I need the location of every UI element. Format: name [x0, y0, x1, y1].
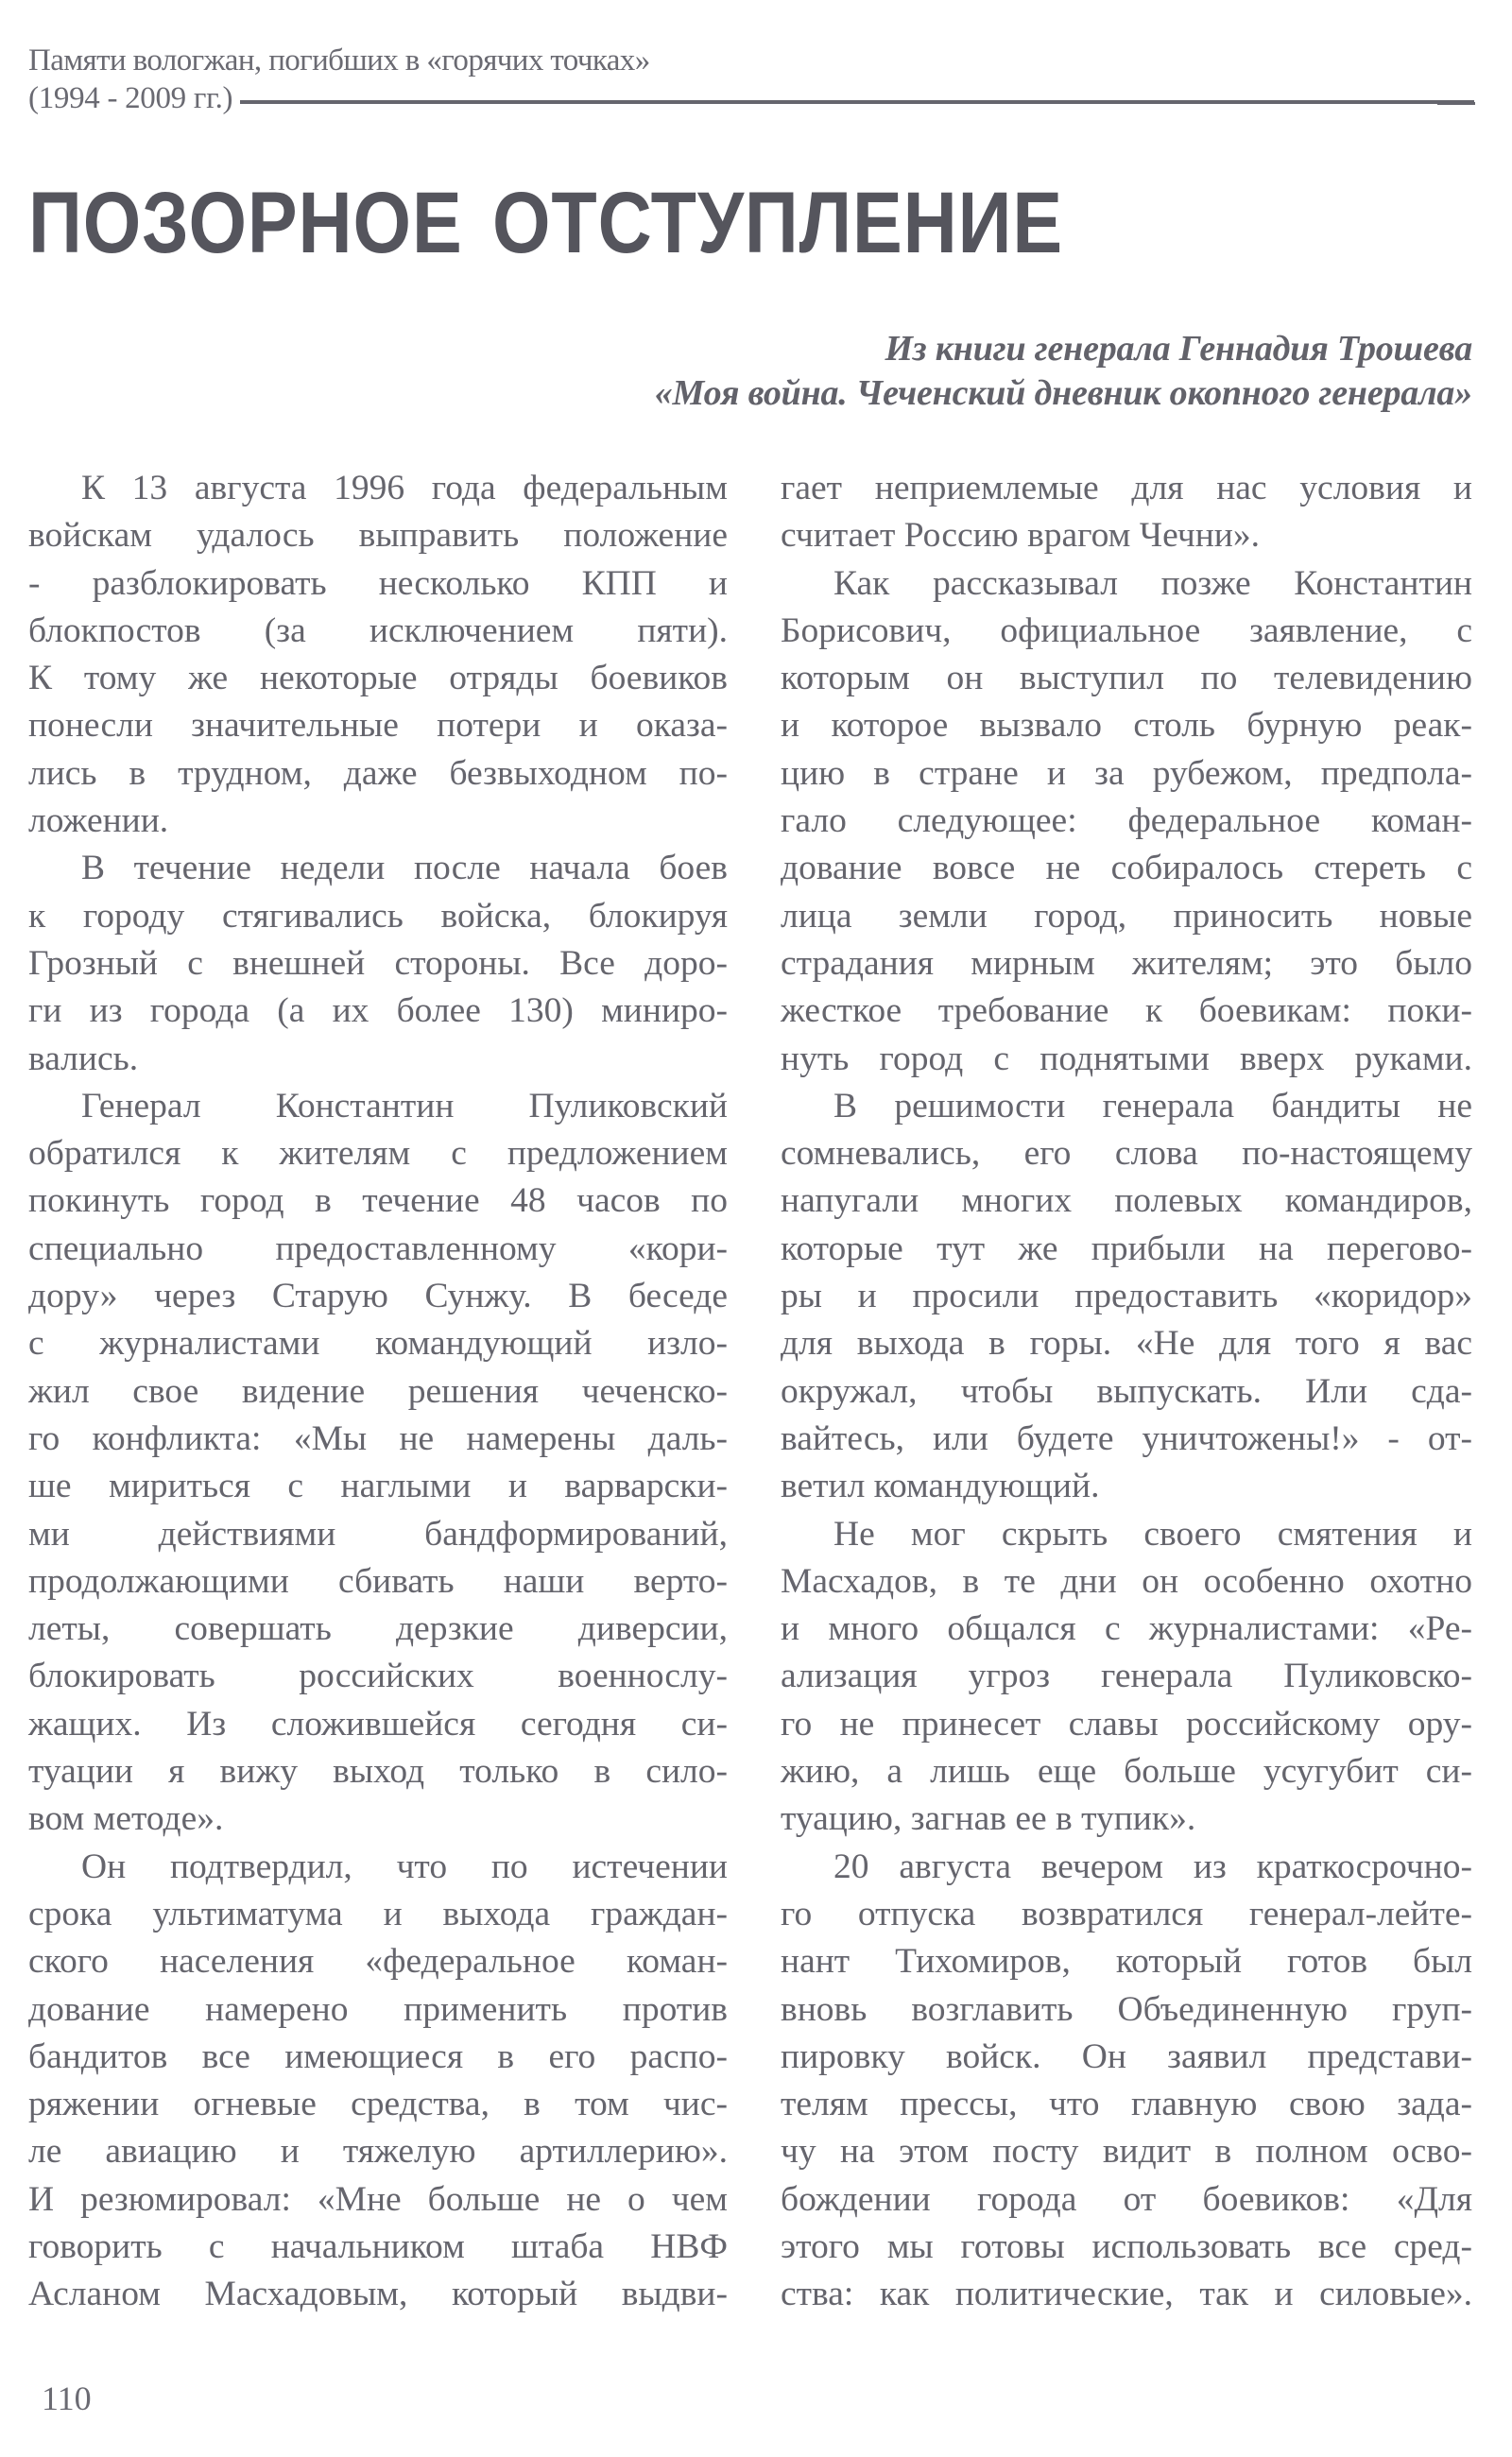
text-line: леты, совершать дерзкие диверсии, [28, 1609, 728, 1649]
text-line: го не принесет славы российскому ору- [781, 1704, 1472, 1744]
text-line: Асланом Масхадовым, который выдви- [28, 2275, 728, 2314]
header-rule [240, 100, 1474, 104]
text-line: го конфликта: «Мы не намерены даль- [28, 1418, 728, 1458]
text-line: ализация угроз генерала Пуликовско- [781, 1657, 1472, 1696]
text-line: В решимости генерала бандиты не [833, 1086, 1472, 1125]
running-header-line2 [28, 79, 1474, 117]
text-line: ги из города (а их более 130) миниро- [28, 991, 728, 1031]
text-line: вались. [28, 1039, 139, 1078]
text-line: лица земли город, приносить новые [781, 896, 1472, 936]
text-line: Генерал Константин Пуликовский [81, 1086, 728, 1125]
text-line: ветил командующий. [781, 1467, 1100, 1506]
text-line: дование намерено применить против [28, 1989, 728, 2029]
text-line: ше мириться с наглыми и варварски- [28, 1467, 728, 1506]
text-line: продолжающими сбивать наши верто- [28, 1561, 728, 1601]
text-line: Грозный с внешней стороны. Все доро- [28, 943, 728, 983]
text-line: которым он выступил по телевидению [781, 659, 1472, 698]
text-line: вом методе». [28, 1799, 224, 1839]
text-line: нант Тихомиров, который готов был [781, 1942, 1472, 1982]
text-line: считает Россию врагом Чечни». [781, 516, 1260, 556]
text-line: жию, а лишь еще больше усугубит си- [781, 1752, 1472, 1792]
text-line: туацию, загнав ее в тупик». [781, 1799, 1196, 1839]
text-line: сомневались, его слова по-настоящему [781, 1134, 1472, 1174]
text-line: с журналистами командующий изло- [28, 1324, 728, 1364]
running-header-years: (1994 - 2009 гг.) [28, 81, 233, 115]
text-line: этого мы готовы использовать все сред- [781, 2226, 1472, 2266]
text-line: жесткое требование к боевикам: поки- [781, 991, 1472, 1031]
text-line: лись в трудном, даже безвыходном по- [28, 753, 728, 793]
text-line: говорить с начальником штаба НВФ [28, 2226, 728, 2266]
text-line: жил свое видение решения чеченско- [28, 1371, 728, 1411]
text-line: понесли значительные потери и оказа- [28, 706, 728, 746]
source-attribution [655, 327, 1472, 416]
text-line: го отпуска возвратился генерал-лейте- [781, 1894, 1472, 1933]
text-line: Борисович, официальное заявление, с [781, 610, 1472, 650]
text-line: ского населения «федеральное коман- [28, 1942, 728, 1982]
text-line: бождении города от боевиков: «Для [781, 2179, 1472, 2219]
text-line: В течение недели после начала боев [81, 849, 728, 888]
text-line: гает неприемлемые для нас условия и [781, 469, 1472, 507]
text-column-right [781, 465, 1472, 2319]
text-line: И резюмировал: «Мне больше не о чем [28, 2179, 728, 2219]
text-line: ле авиацию и тяжелую артиллерию». [28, 2132, 728, 2172]
text-line: чу на этом посту видит в полном осво- [781, 2132, 1472, 2172]
text-line: дование вовсе не собиралось стереть с [781, 849, 1472, 888]
text-line: ства: как политические, так и силовые». [781, 2275, 1472, 2314]
text-line: бандитов все имеющиеся в его распо- [28, 2036, 728, 2076]
text-line: и много общался с журналистами: «Ре- [781, 1609, 1472, 1649]
source-line1: Из книги генерала Геннадия Трошева [885, 329, 1472, 369]
text-line: покинуть город в течение 48 часов по [28, 1181, 728, 1221]
text-line: блокпостов (за исключением пяти). [28, 610, 728, 650]
text-line: 20 августа вечером из краткосрочно- [833, 1847, 1472, 1886]
running-header [28, 42, 1474, 117]
text-line: - разблокировать несколько КПП и [28, 563, 728, 603]
text-line: телям прессы, что главную свою зада- [781, 2085, 1472, 2124]
source-line2: «Моя война. Чеченский дневник окопного генерала» [654, 373, 1472, 413]
text-line: Не мог скрыть своего смятения и [833, 1514, 1472, 1554]
text-line: ры и просили предоставить «коридор» [781, 1277, 1472, 1316]
article-title: ПОЗОРНОЕ ОТСТУПЛЕНИЕ [28, 175, 1064, 271]
text-line: окружал, чтобы выпускать. Или сда- [781, 1371, 1472, 1411]
text-line: обратился к жителям с предложением [28, 1134, 728, 1174]
running-header-line1: Памяти вологжан, погибших в «горячих точках» [28, 43, 650, 77]
text-line: нуть город с поднятыми вверх руками. [781, 1039, 1472, 1078]
text-line: войскам удалось выправить положение [28, 516, 728, 556]
text-line: к городу стягивались войска, блокируя [28, 896, 728, 936]
text-line: которые тут же прибыли на перегово- [781, 1228, 1472, 1268]
text-line: К 13 августа 1996 года федеральным [81, 469, 728, 507]
text-line: вновь возглавить Объединенную груп- [781, 1989, 1472, 2029]
text-line: цию в стране и за рубежом, предпола- [781, 753, 1472, 793]
text-line: напугали многих полевых командиров, [781, 1181, 1472, 1221]
text-line: Как рассказывал позже Константин [833, 563, 1472, 603]
text-line: К тому же некоторые отряды боевиков [28, 659, 728, 698]
text-line: срока ультиматума и выхода граждан- [28, 1894, 728, 1933]
text-line: ряжении огневые средства, в том чис- [28, 2085, 728, 2124]
text-column-left [28, 465, 728, 2319]
text-line: для выхода в горы. «Не для того я вас [781, 1324, 1472, 1364]
text-line: дору» через Старую Сунжу. В беседе [28, 1277, 728, 1316]
text-line: специально предоставленному «кори- [28, 1228, 728, 1268]
text-line: пировку войск. Он заявил представи- [781, 2036, 1472, 2076]
text-line: ложении. [28, 801, 169, 841]
text-line: страдания мирным жителям; это было [781, 943, 1472, 983]
text-line: жащих. Из сложившейся сегодня си- [28, 1704, 728, 1744]
text-line: Он подтвердил, что по истечении [81, 1847, 728, 1886]
text-line: блокировать российских военнослу- [28, 1657, 728, 1696]
text-line: и которое вызвало столь бурную реак- [781, 706, 1472, 746]
text-line: гало следующее: федеральное коман- [781, 801, 1472, 841]
text-line: вайтесь, или будете уничтожены!» - от- [781, 1418, 1472, 1458]
text-line: туации я вижу выход только в сило- [28, 1752, 728, 1792]
text-line: ми действиями бандформирований, [28, 1514, 728, 1554]
text-line: Масхадов, в те дни он особенно охотно [781, 1561, 1472, 1601]
page-number: 110 [42, 2380, 92, 2417]
